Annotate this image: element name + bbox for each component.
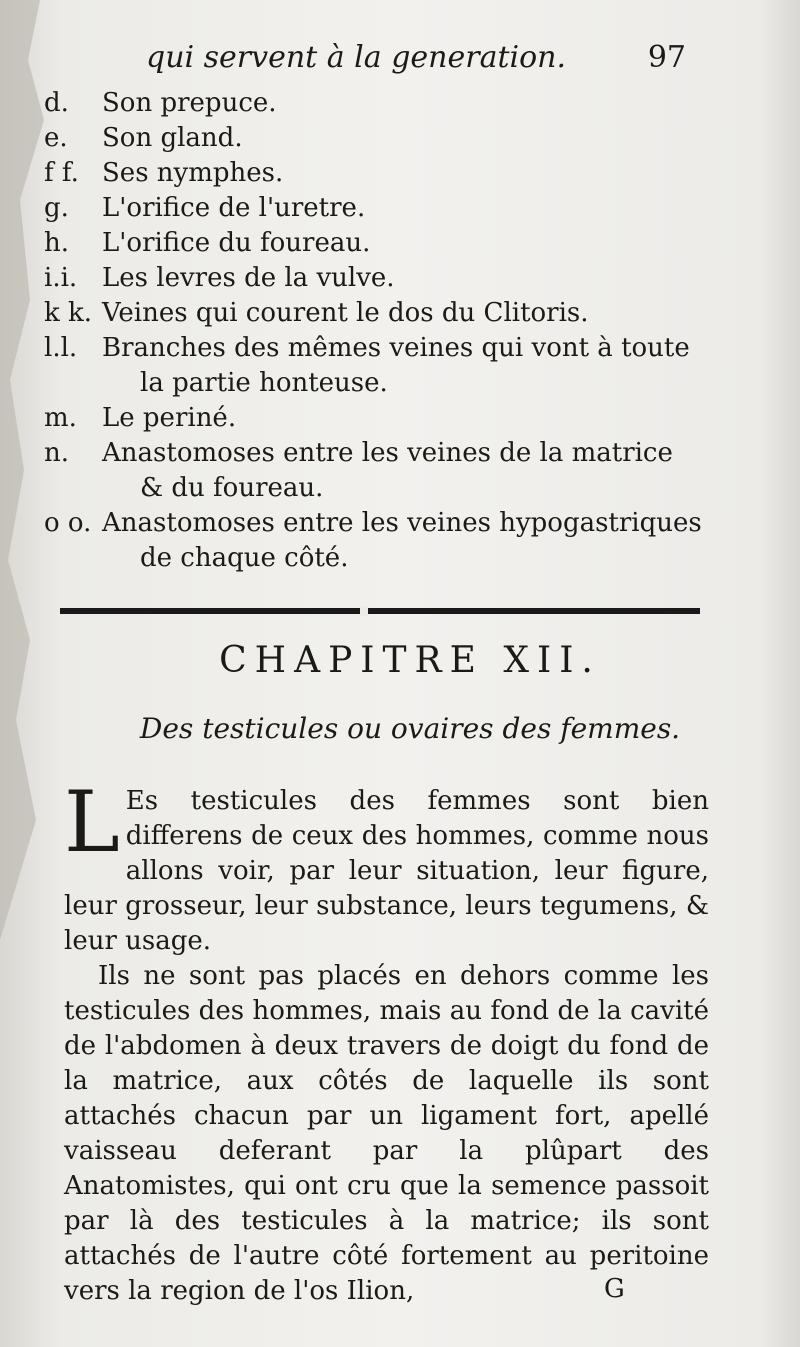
legend-text: Le periné. xyxy=(102,403,237,433)
legend-entry xyxy=(44,121,704,156)
page-header xyxy=(146,40,686,80)
legend-key: g. xyxy=(44,193,69,223)
legend-key: d. xyxy=(44,88,69,118)
legend-key: i.i. xyxy=(44,263,78,293)
chapter-subtitle: Des testicules ou ovaires des femmes. xyxy=(139,712,681,745)
legend-text: Les levres de la vulve. xyxy=(102,263,395,293)
legend-text: Anastomoses entre les veines de la matrice xyxy=(102,438,673,468)
legend-text: L'orifice de l'uretre. xyxy=(102,193,366,223)
legend-entry xyxy=(44,226,704,261)
legend-continuation xyxy=(44,471,704,506)
legend-key: e. xyxy=(44,123,68,153)
legend-entry xyxy=(44,296,704,331)
legend-text-continued: de chaque côté. xyxy=(140,543,349,573)
legend-key: n. xyxy=(44,438,70,468)
legend-key: f f. xyxy=(44,158,79,188)
legend-text: Veines qui courent le dos du Clitoris. xyxy=(102,298,589,328)
legend-key: k k. xyxy=(44,298,93,328)
legend-text: Son prepuce. xyxy=(102,88,277,118)
legend-continuation xyxy=(44,541,704,576)
page-number: 97 xyxy=(647,40,686,75)
legend-entry xyxy=(44,331,704,366)
section-divider xyxy=(60,608,700,614)
legend-entry xyxy=(44,261,704,296)
legend-key: m. xyxy=(44,403,77,433)
drop-cap: L xyxy=(64,773,120,871)
body-text xyxy=(64,773,709,1309)
legend-entry xyxy=(44,436,704,471)
chapter-heading: CHAPITRE XII. xyxy=(219,640,601,681)
legend-text: L'orifice du foureau. xyxy=(102,228,371,258)
legend-key: l.l. xyxy=(44,333,78,363)
legend-entry xyxy=(44,401,704,436)
legend-text: Ses nymphes. xyxy=(102,158,284,188)
legend-key: o o. xyxy=(44,508,92,538)
legend-text-continued: la partie honteuse. xyxy=(140,368,388,398)
paragraph xyxy=(64,773,709,959)
legend-entry xyxy=(44,506,704,541)
running-title: qui servent à la generation. xyxy=(146,40,567,75)
legend-continuation xyxy=(44,366,704,401)
legend-key: h. xyxy=(44,228,70,258)
legend-text: Anastomoses entre les veines hypogastriques xyxy=(102,508,702,538)
paragraph-text: Ils ne sont pas placés en dehors comme les testicules des hommes, mais au fond de la cavité de l'abdomen à deux travers de doigt du fond de la matrice, aux côtés de laquelle ils sont attachés chacun par un ligament fort, apellé vaisseau deferant par la plûpart des Anatomistes, qui ont cru que la semence passoit par là des testicules à la matrice; ils sont attachés de l'autre côté fortement au peritoine vers la region de l'os Ilion, xyxy=(64,961,709,1306)
legend-text: Branches des mêmes veines qui vont à toute xyxy=(102,333,690,363)
signature-mark: G xyxy=(604,1274,625,1304)
legend-entry xyxy=(44,86,704,121)
paragraph-text: Es testicules des femmes sont bien differens de ceux des hommes, comme nous allons voir, par leur situation, leur figure, leur grosseur, leur substance, leurs tegumens, & leur usage. xyxy=(64,786,709,956)
legend-entry xyxy=(44,156,704,191)
legend-entry xyxy=(44,191,704,226)
paragraph xyxy=(64,959,709,1309)
legend-text-continued: & du foureau. xyxy=(140,473,324,503)
figure-legend xyxy=(44,86,704,576)
legend-text: Son gland. xyxy=(102,123,243,153)
